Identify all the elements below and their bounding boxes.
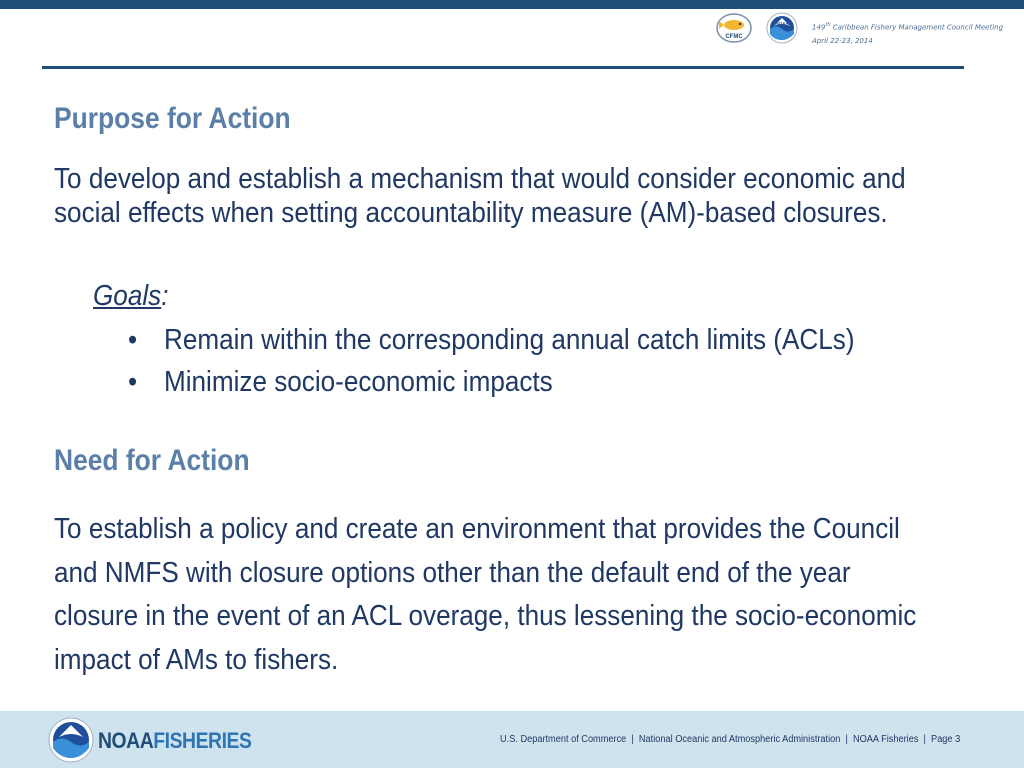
purpose-heading: Purpose for Action: [54, 102, 291, 135]
purpose-text: To develop and establish a mechanism that would consider economic and social effects when setting accountability measure (AM)-based closures.: [54, 163, 906, 229]
need-text: To establish a policy and create an environment that provides the Council and NMFS with closure options other than the default end of the year closure in the event of an ACL overage, thus lessening the socio-economic impact of AMs to fishers.: [54, 513, 917, 676]
goals-label: Goals:: [93, 280, 169, 312]
goal-item: • Remain within the corresponding annual catch limits (ACLs): [128, 324, 855, 356]
footer-credit: U.S. Department of Commerce | National Oceanic and Atmospheric Administration | NOAA Fisheries | Page 3: [500, 734, 961, 745]
cfmc-logo: [715, 12, 753, 44]
noaa-header-logo: [766, 12, 798, 44]
noaa-fisheries-wordmark: NOAAFISHERIES: [98, 728, 252, 753]
meeting-title: 149th Caribbean Fishery Management Council Meeting: [812, 22, 1004, 32]
bullet-icon: •: [128, 366, 138, 398]
noaa-header-logo-text: NOAA: [775, 21, 789, 26]
noaa-footer-logo: [48, 717, 94, 763]
bullet-icon: •: [128, 324, 138, 356]
need-heading: Need for Action: [54, 444, 250, 477]
header-divider: [42, 66, 964, 69]
goal-item: • Minimize socio-economic impacts: [128, 366, 553, 398]
cfmc-logo-text: CFMC: [725, 34, 743, 40]
meeting-info: [812, 18, 1017, 48]
top-band: [0, 0, 1024, 9]
meeting-dates: April 22-23, 2014: [812, 37, 873, 46]
